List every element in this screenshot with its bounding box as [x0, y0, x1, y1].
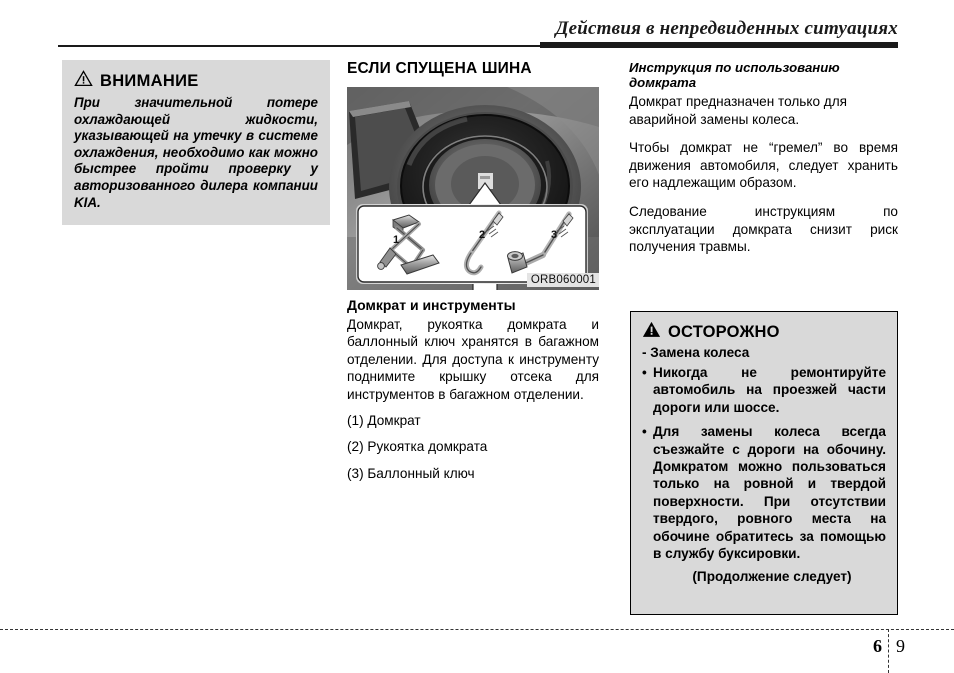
- jack-instructions-heading: Инструкция по использованию домкрата: [629, 60, 840, 90]
- bullet-icon: •: [642, 424, 647, 440]
- footer-vertical-dashed-rule: [888, 629, 889, 673]
- page-header-title: Действия в непредвиденных ситуациях: [555, 18, 898, 39]
- warning-header: [642, 321, 886, 343]
- warning-bullet-text-1: Никогда не ремонтируйте автомобиль на проезжей части дороги или шоссе.: [653, 365, 886, 415]
- photo-code-label: ORB060001: [527, 273, 599, 287]
- caution-title: ВНИМАНИЕ: [100, 71, 199, 90]
- footer-page-number: 9: [896, 636, 905, 656]
- caution-header: [74, 70, 318, 92]
- tools-item-lug-wrench: (3) Баллонный ключ: [347, 465, 475, 481]
- spare-tire-photo-graphic: [347, 87, 599, 290]
- svg-text:1: 1: [393, 234, 400, 246]
- caution-body-text: При значительной потере охлаждающей жидкости, указывающей на утечку в системе охлаждения, необходимо как можно быстрее пройти проверку у авторизованного дилера компании KIA.: [74, 95, 318, 210]
- warning-notice-box: [630, 311, 898, 615]
- header-rule-thin: [58, 45, 540, 47]
- tools-paragraph: Домкрат, рукоятка домкрата и баллонный ключ хранятся в багажном отделении. Для доступа к инструменту поднимите крышку отсека для инструментов в багажном отделении.: [347, 317, 599, 402]
- warning-bullet-item-1: [642, 364, 886, 416]
- tools-heading: Домкрат и инструменты: [347, 297, 516, 313]
- warning-triangle-outline-icon: [74, 70, 93, 92]
- header-rule-thick: [540, 42, 898, 48]
- middle-column: [347, 60, 599, 482]
- svg-text:2: 2: [479, 229, 486, 241]
- tools-item-jack-handle: (2) Рукоятка домкрата: [347, 439, 488, 455]
- warning-bullet-text-2: Для замены колеса всегда съезжайте с дороги на обочину. Домкратом можно пользоваться только на ровной и твердой поверхности. При отсутствии твердого, ровного места на обочине обратитесь за помощью в службу буксировки.: [653, 424, 886, 562]
- jack-instructions-paragraph-1: Домкрат предназначен только для аварийной замены колеса.: [629, 94, 848, 127]
- right-column: [629, 60, 898, 267]
- caution-body: [74, 95, 318, 211]
- spare-tire-photo: [347, 87, 599, 290]
- warning-title: ОСТОРОЖНО: [668, 322, 780, 341]
- warning-continued-label: (Продолжение следует): [692, 569, 852, 585]
- svg-text:3: 3: [551, 229, 558, 241]
- section-title: ЕСЛИ СПУЩЕНА ШИНА: [347, 60, 532, 77]
- tools-item-jack: (1) Домкрат: [347, 413, 421, 429]
- jack-instructions-paragraph-2: Чтобы домкрат не “гремел” во время движения автомобиля, следует хранить его надлежащим образом.: [629, 140, 898, 191]
- warning-bullet-item-2: [642, 423, 886, 562]
- caution-notice-box: [62, 60, 330, 225]
- footer-dashed-rule: [0, 629, 954, 630]
- warning-subtitle: - Замена колеса: [642, 345, 750, 360]
- footer-chapter-number: 6: [873, 636, 882, 656]
- warning-triangle-solid-icon: [642, 321, 661, 343]
- jack-instructions-paragraph-3: Следование инструкциям по эксплуатации домкрата снизит риск получения травмы.: [629, 203, 898, 255]
- left-column: [62, 60, 330, 225]
- bullet-icon: •: [642, 365, 647, 380]
